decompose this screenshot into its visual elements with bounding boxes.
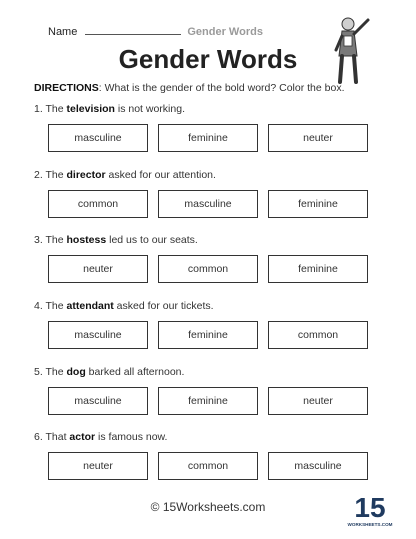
answer-row-4 bbox=[48, 321, 368, 351]
answer-box[interactable]: neuter bbox=[48, 255, 148, 283]
question-number: 2. bbox=[34, 169, 43, 181]
footer-copyright: © 15Worksheets.com bbox=[150, 500, 266, 514]
question-text: The bbox=[42, 300, 67, 312]
name-label: Name bbox=[48, 26, 78, 38]
question-text: led us to our seats. bbox=[106, 234, 198, 246]
answer-row-6 bbox=[48, 452, 368, 482]
answer-box[interactable]: feminine bbox=[268, 190, 368, 218]
answer-box[interactable]: common bbox=[48, 190, 148, 218]
15worksheets-logo bbox=[347, 490, 393, 530]
question-3 bbox=[34, 234, 198, 246]
question-text: The bbox=[42, 366, 67, 378]
question-1 bbox=[34, 103, 185, 115]
question-text: asked for our tickets. bbox=[113, 300, 214, 312]
bold-word: director bbox=[66, 169, 106, 181]
question-text: barked all afternoon. bbox=[85, 366, 185, 378]
name-blank[interactable] bbox=[85, 24, 181, 35]
answer-box[interactable]: masculine bbox=[268, 452, 368, 480]
question-2 bbox=[34, 169, 216, 181]
question-text: The bbox=[42, 103, 67, 115]
logo-text: WORKSHEETS.COM bbox=[347, 522, 393, 527]
question-number: 4. bbox=[34, 300, 43, 312]
question-number: 6. bbox=[34, 431, 43, 443]
bold-word: television bbox=[66, 103, 115, 115]
question-text: asked for our attention. bbox=[105, 169, 216, 181]
answer-box[interactable]: neuter bbox=[268, 124, 368, 152]
question-text: is famous now. bbox=[95, 431, 168, 443]
question-6 bbox=[34, 431, 167, 443]
answer-box[interactable]: feminine bbox=[158, 124, 258, 152]
question-number: 1. bbox=[34, 103, 43, 115]
directions bbox=[34, 82, 345, 94]
answer-box[interactable]: neuter bbox=[268, 387, 368, 415]
directions-label: DIRECTIONS bbox=[34, 82, 99, 94]
directions-text: : What is the gender of the bold word? Color the box. bbox=[98, 82, 345, 94]
question-text: The bbox=[42, 169, 67, 181]
question-number: 3. bbox=[34, 234, 43, 246]
answer-row-3 bbox=[48, 255, 368, 285]
answer-box[interactable]: feminine bbox=[158, 321, 258, 349]
bold-word: dog bbox=[66, 366, 86, 378]
question-4 bbox=[34, 300, 214, 312]
answer-box[interactable]: masculine bbox=[158, 190, 258, 218]
bold-word: attendant bbox=[66, 300, 114, 312]
bold-word: actor bbox=[69, 431, 96, 443]
answer-box[interactable]: common bbox=[158, 452, 258, 480]
answer-box[interactable]: common bbox=[158, 255, 258, 283]
answer-row-2 bbox=[48, 190, 368, 220]
answer-box[interactable]: feminine bbox=[158, 387, 258, 415]
question-text: That bbox=[42, 431, 70, 443]
logo-number: 15 bbox=[354, 492, 386, 523]
question-5 bbox=[34, 366, 184, 378]
answer-row-5 bbox=[48, 387, 368, 417]
answer-box[interactable]: common bbox=[268, 321, 368, 349]
bold-word: hostess bbox=[66, 234, 107, 246]
name-line bbox=[48, 24, 263, 38]
answer-box[interactable]: neuter bbox=[48, 452, 148, 480]
question-number: 5. bbox=[34, 366, 43, 378]
question-text: The bbox=[42, 234, 67, 246]
answer-box[interactable]: feminine bbox=[268, 255, 368, 283]
question-text: is not working. bbox=[114, 103, 185, 115]
answer-box[interactable]: masculine bbox=[48, 321, 148, 349]
worksheet-subject: Gender Words bbox=[187, 26, 263, 38]
answer-row-1 bbox=[48, 124, 368, 154]
answer-box[interactable]: masculine bbox=[48, 387, 148, 415]
answer-box[interactable]: masculine bbox=[48, 124, 148, 152]
man-pointing-illustration bbox=[320, 14, 376, 86]
page-title: Gender Words bbox=[118, 44, 298, 74]
